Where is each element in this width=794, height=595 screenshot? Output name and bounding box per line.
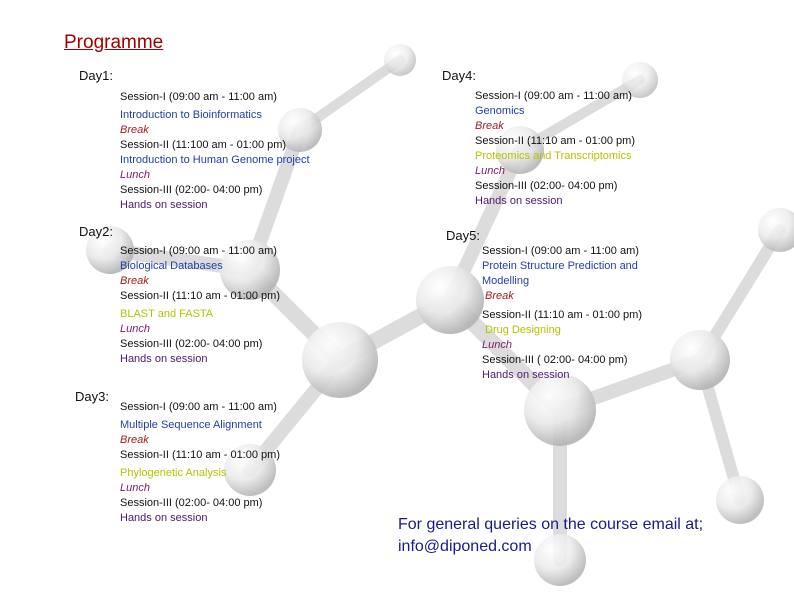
day1-hands-on: Hands on session [120, 199, 208, 211]
day4-break: Break [475, 120, 504, 132]
day3-topic1: Multiple Sequence Alignment [120, 419, 262, 431]
contact-line: For general queries on the course email at; [398, 516, 704, 533]
day5-topic1: Protein Structure Prediction and [482, 260, 638, 272]
day5-label: Day5: [446, 228, 480, 243]
day5-topic2: Drug Designing [485, 324, 561, 336]
day1-topic2: Introduction to Human Genome project [120, 154, 310, 166]
day3-schedule [120, 400, 280, 526]
day5-lunch: Lunch [482, 339, 512, 351]
day1-session2: Session-II (11:100 am - 01:00 pm) [120, 139, 287, 151]
day4-topic2: Proteomics and Transcriptomics [475, 150, 632, 162]
day3-lunch: Lunch [120, 482, 150, 494]
day5-topic1-cont: Modelling [482, 275, 530, 287]
day4-schedule [475, 89, 635, 209]
day2-session2: Session-II (11:10 am - 01:00 pm) [120, 290, 280, 302]
day4-topic1: Genomics [475, 105, 525, 117]
day2-session1: Session-I (09:00 am - 11:00 am) [120, 245, 277, 257]
day1-session3: Session-III (02:00- 04:00 pm) [120, 184, 263, 196]
day1-label: Day1: [79, 68, 113, 83]
day4-lunch: Lunch [475, 165, 505, 177]
day2-lunch: Lunch [120, 323, 150, 335]
day2-break: Break [120, 275, 149, 287]
day3-session1: Session-I (09:00 am - 11:00 am) [120, 401, 277, 413]
day3-hands-on: Hands on session [120, 512, 208, 524]
contact-email[interactable]: info@diponed.com [398, 538, 532, 555]
day4-hands-on: Hands on session [475, 195, 563, 207]
day3-label: Day3: [75, 389, 109, 404]
day5-session1: Session-I (09:00 am - 11:00 am) [482, 245, 639, 257]
programme-title: Programme [64, 32, 164, 53]
day1-break: Break [120, 124, 149, 136]
day2-schedule [120, 244, 280, 367]
day3-session3: Session-III (02:00- 04:00 pm) [120, 497, 263, 509]
day4-session1: Session-I (09:00 am - 11:00 am) [475, 90, 632, 102]
day3-topic2: Phylogenetic Analysis [120, 467, 227, 479]
day2-label: Day2: [79, 224, 113, 239]
day1-schedule [120, 90, 310, 213]
day4-session3: Session-III (02:00- 04:00 pm) [475, 180, 618, 192]
day5-session3: Session-III ( 02:00- 04:00 pm) [482, 354, 628, 366]
day2-topic2: BLAST and FASTA [120, 308, 214, 320]
day5-session2: Session-II (11:10 am - 01:00 pm) [482, 309, 642, 321]
day4-session2: Session-II (11:10 am - 01:00 pm) [475, 135, 635, 147]
day5-break: Break [485, 290, 514, 302]
day2-hands-on: Hands on session [120, 353, 208, 365]
day3-session2: Session-II (11:10 am - 01:00 pm) [120, 449, 280, 461]
day1-session1: Session-I (09:00 am - 11:00 am) [120, 91, 277, 103]
day3-break: Break [120, 434, 149, 446]
day5-hands-on: Hands on session [482, 369, 570, 381]
contact-info [398, 514, 703, 558]
day1-topic1: Introduction to Bioinformatics [120, 109, 262, 121]
day1-lunch: Lunch [120, 169, 150, 181]
day2-topic1: Biological Databases [120, 260, 223, 272]
day4-label: Day4: [442, 68, 476, 83]
day2-session3: Session-III (02:00- 04:00 pm) [120, 338, 263, 350]
day5-schedule [482, 244, 642, 383]
